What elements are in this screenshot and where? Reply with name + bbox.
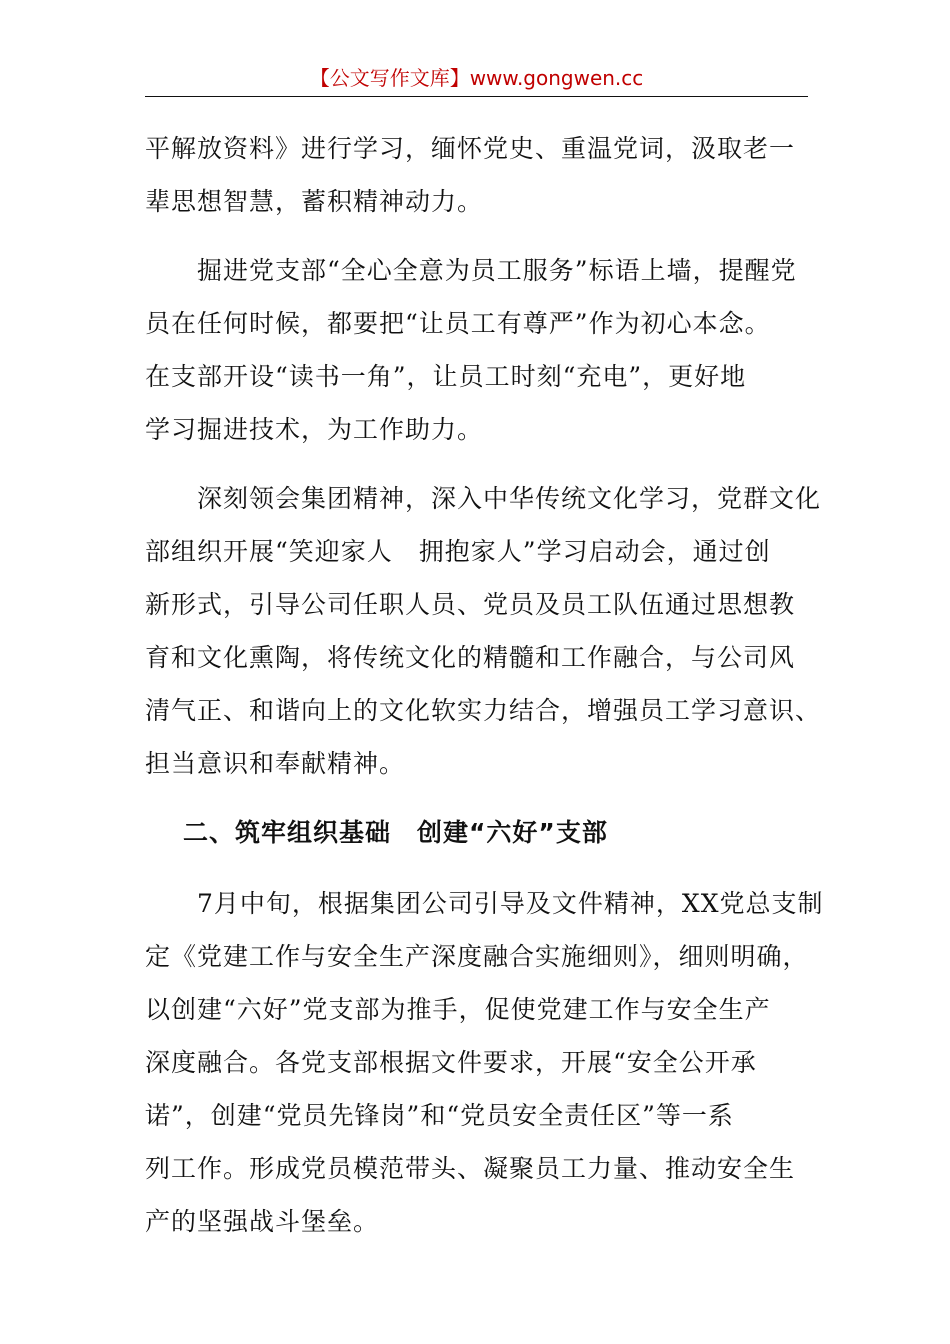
paragraph-line: 学习掘进技术，为工作助力。 [145,415,484,444]
document-body [145,122,824,1264]
paragraph-1 [145,122,805,228]
paragraph-line: 深刻领会集团精神，深入中华传统文化学习，党群文化 [145,484,822,513]
paragraph-line: 掘进党支部“全心全意为员工服务”标语上墙，提醒党 [145,256,797,285]
paragraph-line: 平解放资料》进行学习，缅怀党史、重温党词，汲取老一 [145,134,796,163]
paragraph-line: 新形式，引导公司任职人员、党员及员工队伍通过思想教 [145,590,796,619]
paragraph-line: 产的坚强战斗堡垒。 [145,1207,380,1236]
paragraph-line: 清气正、和谐向上的文化软实力结合，增强员工学习意识、 [145,696,822,725]
paragraph-line: 定《党建工作与安全生产深度融合实施细则》，细则明确， [145,942,809,971]
paragraph-line: 在支部开设“读书一角”，让员工时刻“充电”，更好地 [145,362,747,391]
paragraph-line: 担当意识和奉献精神。 [145,749,406,778]
paragraph-line: 诺”，创建“党员先锋岗”和“党员安全责任区”等一系 [145,1101,734,1130]
paragraph-line: 以创建“六好”党支部为推手，促使党建工作与安全生产 [145,995,771,1024]
paragraph-line: 辈思想智慧，蓄积精神动力。 [145,187,484,216]
paragraph-line: 列工作。形成党员模范带头、凝聚员工力量、推动安全生 [145,1154,796,1183]
paragraph-line: 深度融合。各党支部根据文件要求，开展“安全公开承 [145,1048,757,1077]
paragraph-line: 育和文化熏陶，将传统文化的精髓和工作融合，与公司风 [145,643,796,672]
paragraph-4 [145,877,824,1248]
paragraph-2 [145,244,805,456]
paragraph-line: 7月中旬，根据集团公司引导及文件精神，XX党总支制 [145,889,824,918]
section-heading: 二、筑牢组织基础 创建“六好”支部 [183,818,608,847]
paragraph-line: 员在任何时候，都要把“让员工有尊严”作为初心本念。 [145,309,771,338]
header-divider [145,96,808,97]
paragraph-3 [145,472,822,790]
page-header: 【公文写作文库】www.gongwen.cc [309,66,644,90]
paragraph-line: 部组织开展“笑迎家人 拥抱家人”学习启动会，通过创 [145,537,771,566]
